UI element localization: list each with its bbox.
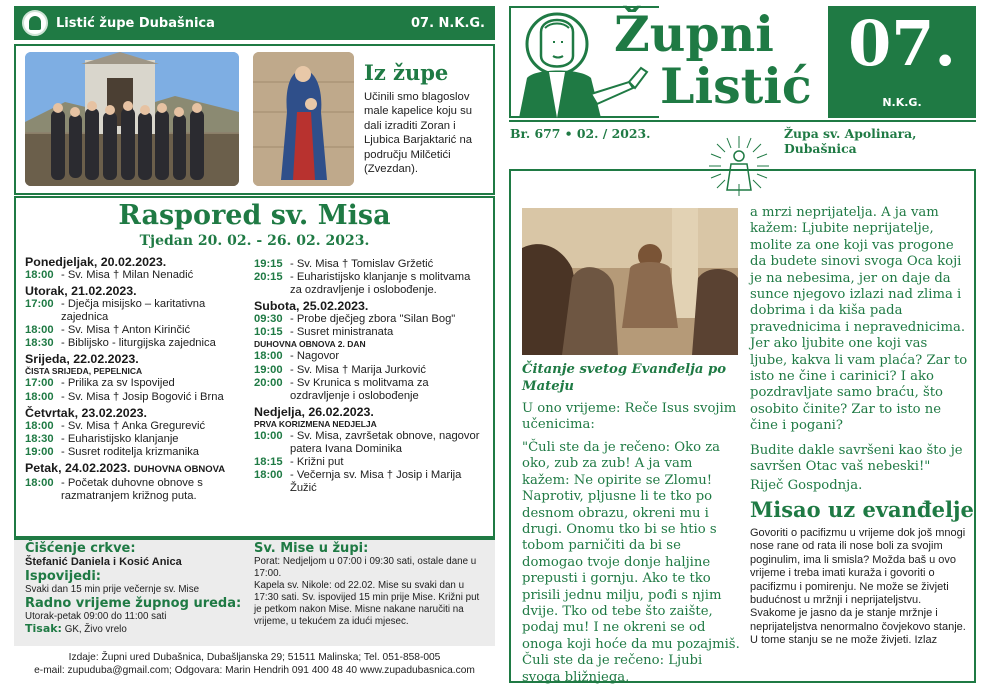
schedule-day-heading: Četvrtak, 23.02.2023. xyxy=(25,405,147,420)
schedule-text: - Euharistijsko klanjanje xyxy=(61,432,179,445)
kapela-text: Kapela sv. Nikole: od 22.02. Mise su svaki dan u 17:30 sati. Sv. ispovijed 15 min prije Mise. Križni put je petkom nakon Mise. Misne nakane naručiti na vrijeme, u tekućem za idući mjesec. xyxy=(254,580,480,627)
schedule-time: 18:00 xyxy=(25,419,54,432)
schedule-time: 18:00 xyxy=(25,269,54,281)
schedule-text: - Prilika za sv Ispovijed xyxy=(61,377,175,390)
iz-zupe-text: Učinili smo blagoslov male kapelice koju su dali izraditi Zoran i Ljubica Barjaktarić na području Milčetići (Zvezdan). xyxy=(364,91,473,176)
schedule-entry xyxy=(25,324,247,337)
schedule-text: - Početak duhovne obnove s razmatranjem križnog puta. xyxy=(61,476,203,503)
schedule-text: - Nagovor xyxy=(290,350,340,363)
schedule-entry xyxy=(254,326,484,339)
schedule-day-heading: Utorak, 21.02.2023. xyxy=(25,284,137,299)
gospel-title: Čitanje svetog Evanđelja po Mateju xyxy=(522,362,727,394)
schedule-time: 20:00 xyxy=(254,376,283,389)
schedule-text: - Euharistijsko klanjanje s molitvama za ozdravljenje i oslobođenje. xyxy=(290,271,471,297)
schedule-day-heading: Petak, 24.02.2023. DUHOVNA OBNOVA xyxy=(25,460,226,475)
schedule-column-left xyxy=(25,253,247,503)
schedule-entry xyxy=(25,477,247,503)
issue-br: Br. 677 • 02. / 2023. xyxy=(510,126,651,141)
schedule-entry xyxy=(25,298,247,324)
schedule-text: - Probe dječjeg zbora "Silan Bog" xyxy=(290,313,456,326)
schedule-time: 09:30 xyxy=(254,313,283,326)
schedule-text: - Sv. Misa † Josip Bogović i Brna xyxy=(61,390,224,403)
schedule-time: 18:00 xyxy=(25,390,54,403)
schedule-day-heading: Srijeda, 22.02.2023. xyxy=(25,352,139,367)
confession-label: Ispovijedi: xyxy=(25,569,101,584)
schedule-text: - Sv. Misa † Anton Kirinčić xyxy=(61,324,191,337)
print-text: GK, Živo vrelo xyxy=(64,624,127,635)
gospel-text-right xyxy=(750,205,968,494)
schedule-day-heading: Subota, 25.02.2023. xyxy=(254,299,369,314)
left-header-issue: 07. N.K.G. xyxy=(411,15,485,31)
schedule-entry xyxy=(254,271,484,297)
gospel-text-right-body: a mrzi neprijatelja. A ja vam kažem: Ljubite neprijatelje, molite za one koji vas progone da budete sinovi svoga Oca koji je na nebesima, jer on daje da sunce njegovo izlazi nad zlima i dobrima i da kiša pada pravednicima i nepravednicima. Jer ako ljubite one koji vas ljube, kakva li vam plaća? Zar to isto ne čine i carinici? I ako pozdravljate samo braću, što osobito činite? Zar to isto ne čine i pogani? xyxy=(750,205,968,434)
schedule-time: 18:30 xyxy=(25,337,54,350)
misao-title: Misao uz evanđelje xyxy=(750,497,974,522)
issue-number: 07. xyxy=(848,7,956,80)
confession-text: Svaki dan 15 min prije večernje sv. Mise xyxy=(25,584,200,595)
footer xyxy=(14,651,495,677)
schedule-text: - Susret ministranata xyxy=(290,326,394,339)
masthead-rule xyxy=(509,120,976,122)
schedule-time: 17:00 xyxy=(25,298,54,311)
gospel-text-left: "Čuli ste da je rečeno: Oko za oko, zub za zub! A ja vam kažem: Ne opirite se Zlomu! Naprotiv, pljusne li te tko po desnom obrazu, okreni mu i drugi. Onomu tko bi se htio s tobom parničiti da bi se domogao tvoje donje haljine prepusti i gornju. Ako te tko prisili jednu milju, pođi s njim dvije. Tko od tebe što zaište, podaj mu! I ne okreni se od onoga koji hoće da mu pozajmiš. Čuli ste da je rečeno: Ljubi svoga bližnjega, xyxy=(522,440,740,685)
parish-logo-icon xyxy=(22,10,48,36)
cleaning-text: Štefanić Daniela i Kosić Anica xyxy=(25,556,182,568)
cleaning-label: Čišćenje crkve: xyxy=(25,541,136,556)
issue-nkg: N.K.G. xyxy=(882,96,922,109)
schedule-time: 18:00 xyxy=(25,476,54,489)
gospel-intro: U ono vrijeme: Reče Isus svojim učenicima: xyxy=(522,401,737,433)
masthead-title-line2: Listić xyxy=(660,57,812,115)
schedule-time: 19:00 xyxy=(25,445,54,458)
schedule-text: - Sv. Misa † Anka Gregurević xyxy=(61,419,206,432)
footer-line2: e-mail: zupuduba@gmail.com; Odgovara: Marin Hendrih 091 400 48 40 www.zupadubasnica.com xyxy=(34,665,475,676)
gospel-closing: Riječ Gospodnja. xyxy=(750,477,863,493)
schedule-day-note: ČISTA SRIJEDA, PEPELNICA xyxy=(25,366,143,377)
schedule-entry xyxy=(25,377,247,390)
schedule-entry xyxy=(25,337,247,350)
schedule-text: - Susret roditelja krizmanika xyxy=(61,445,200,458)
schedule-entry xyxy=(254,350,484,363)
schedule-text: - Sv. Misa, završetak obnove, nagovor patera Ivana Dominika xyxy=(290,429,480,455)
jesus-teaching-image xyxy=(522,208,738,355)
schedule-entry xyxy=(254,258,484,271)
schedule-text: - Sv. Misa † Milan Nenadić xyxy=(61,269,194,281)
schedule-entry xyxy=(25,269,247,282)
schedule-title: Raspored sv. Misa xyxy=(118,200,391,231)
gospel-text-end: Budite dakle savršeni kao što je savršen Otac vaš nebeski!" xyxy=(750,442,963,475)
left-header-title: Listić župe Dubašnica xyxy=(56,15,215,31)
schedule-entry xyxy=(254,377,484,403)
schedule-text: - Sv. Misa † Tomislav Gržetić xyxy=(290,258,434,270)
left-header-bar xyxy=(14,6,495,40)
footer-line1: Izdaje: Župni ured Dubašnica, Dubašljanska 29; 51511 Malinska; Tel. 051-858-005 xyxy=(68,652,441,663)
schedule-day-note: PRVA KORIZMENA NEDJELJA xyxy=(254,418,377,429)
schedule-time: 10:00 xyxy=(254,429,283,442)
schedule-entry xyxy=(254,313,484,326)
schedule-column-right xyxy=(254,258,484,495)
schedule-entry xyxy=(254,430,484,456)
schedule-time: 18:00 xyxy=(254,469,283,482)
schedule-time: 18:15 xyxy=(254,456,283,469)
schedule-week: Tjedan 20. 02. - 26. 02. 2023. xyxy=(139,233,370,249)
schedule-text: - Večernja sv. Misa † Josip i Marija Žužić xyxy=(290,469,462,495)
schedule-day-heading: Nedjelja, 26.02.2023. xyxy=(254,404,374,419)
schedule-text: - Križni put xyxy=(290,456,344,469)
print-label: Tisak: xyxy=(25,622,62,635)
schedule-day-heading: Ponedjeljak, 20.02.2023. xyxy=(25,255,167,269)
schedule-entry xyxy=(254,469,484,495)
schedule-time: 20:15 xyxy=(254,271,283,284)
office-text: Utorak-petak 09:00 do 11:00 sati xyxy=(25,611,167,622)
madonna-statue-photo xyxy=(253,52,354,186)
schedule-time: 18:00 xyxy=(25,324,54,337)
schedule-time: 10:15 xyxy=(254,326,283,339)
schedule-time: 19:15 xyxy=(254,258,283,270)
schedule-text: - Biblijsko - liturgijska zajednica xyxy=(61,337,216,350)
schedule-entry xyxy=(254,456,484,469)
schedule-time: 18:30 xyxy=(25,432,54,445)
masses-label: Sv. Mise u župi: xyxy=(254,541,369,556)
schedule-time: 18:00 xyxy=(254,350,283,363)
schedule-text: - Sv. Misa † Marija Jurković xyxy=(290,363,426,376)
iz-zupe-title: Iz župe xyxy=(364,60,449,85)
porat-text: Porat: Nedjeljom u 07:00 i 09:30 sati, ostale dane u 17:00. xyxy=(254,556,477,579)
schedule-entry xyxy=(25,420,247,433)
schedule-entry xyxy=(25,433,247,446)
parish-name: Župa sv. Apolinara, Dubašnica xyxy=(784,126,917,156)
schedule-entry xyxy=(25,446,247,459)
misao-text: Govoriti o pacifizmu u vrijeme dok još mnogi nose rane od rata ili nose boli za svojim poginulim, ima li smisla? Možda baš u ovo vrijeme i treba imati kuraža i govoriti o pacifizmu i pomirenju. Ne može se živjeti budućnost u mržnji i neprijateljstvu. Svakome je jasno da je stanje mržnje i neprijateljstva nenormalno čovjekovo stanje. U tome stanju se ne može živjeti. Izlaz xyxy=(750,527,966,647)
schedule-time: 17:00 xyxy=(25,377,54,390)
info-section xyxy=(14,538,495,646)
schedule-entry xyxy=(254,364,484,377)
schedule-day-note: DUHOVNA OBNOVA 2. DAN xyxy=(254,339,366,350)
schedule-time: 19:00 xyxy=(254,363,283,376)
chapel-group-photo xyxy=(25,52,239,186)
schedule-text: - Sv Krunica s molitvama za ozdravljenje i oslobođenje xyxy=(290,376,429,402)
masthead-title-line1: Župni xyxy=(614,5,774,63)
schedule-entry xyxy=(25,391,247,404)
schedule-text: - Dječja misijsko – karitativna zajednica xyxy=(61,298,206,324)
office-label: Radno vrijeme župnog ureda: xyxy=(25,596,242,611)
